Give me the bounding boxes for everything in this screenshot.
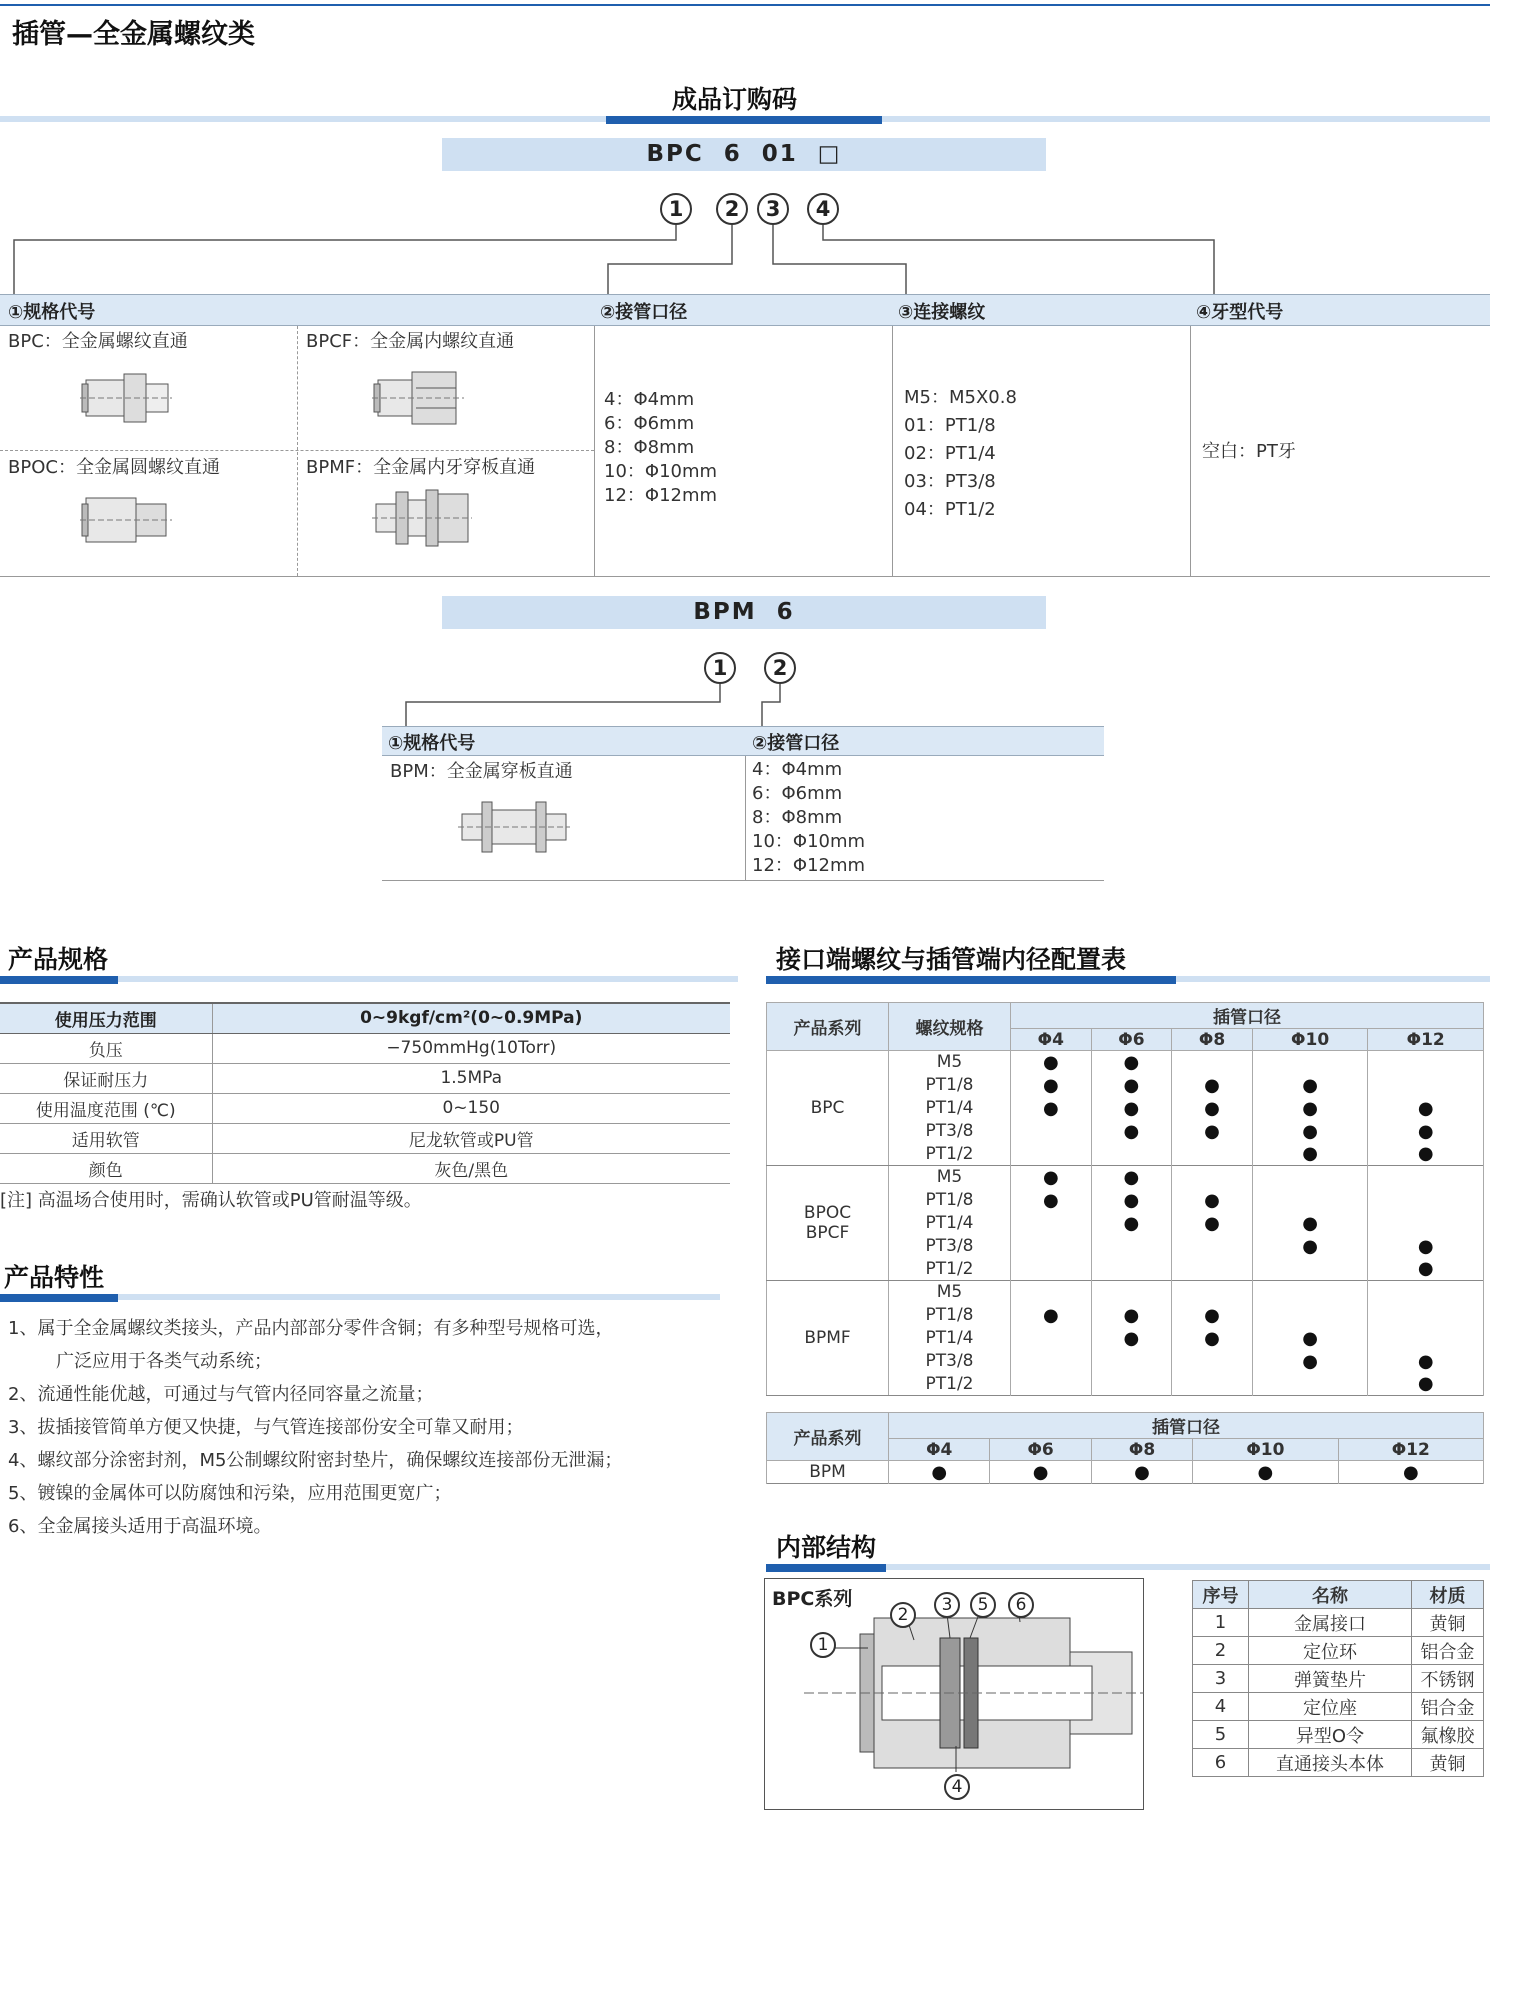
mat-name: 直通接头本体 <box>1249 1749 1412 1777</box>
order-code-bottom-rule <box>0 576 1490 577</box>
table-row <box>1193 1637 1484 1665</box>
series-cell: BPC <box>767 1051 889 1166</box>
dot-cell: ● <box>1252 1235 1368 1258</box>
dot-cell <box>1172 1166 1253 1189</box>
dot-cell: ● <box>1252 1120 1368 1143</box>
type-bpoc: BPOC：全金属圆螺纹直通 <box>8 457 220 478</box>
dot-cell: ● <box>1368 1097 1484 1120</box>
table-row <box>1193 1665 1484 1693</box>
bpm-series-cell: BPM <box>767 1461 889 1484</box>
dot-cell: ● <box>1172 1120 1253 1143</box>
config-table <box>766 1002 1484 1396</box>
dot-cell <box>1091 1350 1172 1373</box>
spec-value: −750mmHg(10Torr) <box>212 1033 730 1063</box>
bpoc-fitting-icon <box>80 490 172 550</box>
list-item: 4、螺纹部分涂密封剂，M5公制螺纹附密封垫片，确保螺纹连接部份无泄漏； <box>8 1450 623 1471</box>
spec-head-label: 使用压力范围 <box>0 1003 212 1033</box>
list-item: 3、拔插接管简单方便又快捷，与气管连接部份安全可靠又耐用； <box>8 1417 524 1438</box>
spec-value: 0~150 <box>212 1093 730 1123</box>
order-code-1: BPC 6 01 □ <box>646 141 842 167</box>
dot-cell <box>1091 1258 1172 1281</box>
dot-cell: ● <box>1252 1327 1368 1350</box>
dot-cell: ● <box>1091 1120 1172 1143</box>
list-item: 广泛应用于各类气动系统； <box>38 1351 272 1372</box>
mat-h-material: 材质 <box>1412 1581 1484 1609</box>
dot-cell: ● <box>1368 1235 1484 1258</box>
dot-cell: ● <box>1091 1212 1172 1235</box>
bpm-fitting-icon <box>458 796 570 858</box>
size-item: 10：Φ10mm <box>604 461 718 482</box>
dot-cell: ● <box>1172 1304 1253 1327</box>
series-cell: BPOC BPCF <box>767 1166 889 1281</box>
thread-cell: PT1/4 <box>889 1212 1011 1235</box>
order-code-box-2 <box>442 596 1046 629</box>
mat-material: 氟橡胶 <box>1412 1721 1484 1749</box>
type-bpcf: BPCF：全金属内螺纹直通 <box>306 331 515 352</box>
order-code-2: BPM 6 <box>693 599 795 625</box>
mat-material: 黄铜 <box>1412 1749 1484 1777</box>
dot-cell: ● <box>1252 1074 1368 1097</box>
dot-cell <box>1368 1051 1484 1074</box>
callout-3: 3 <box>757 193 789 225</box>
cfg-size: Φ10 <box>1252 1029 1368 1051</box>
dot-cell: ● <box>1193 1461 1338 1484</box>
thread-cell: PT1/4 <box>889 1327 1011 1350</box>
table-row <box>1193 1693 1484 1721</box>
size-item: 8：Φ8mm <box>604 437 695 458</box>
config-accent <box>766 976 1176 984</box>
table-row <box>0 1153 730 1183</box>
thread-item: 01：PT1/8 <box>904 415 996 436</box>
dot-cell <box>1172 1281 1253 1304</box>
cfg-h-series: 产品系列 <box>767 1003 889 1051</box>
cfg-size: Φ4 <box>1011 1029 1092 1051</box>
table-row <box>767 1166 1484 1189</box>
dot-cell <box>1368 1327 1484 1350</box>
dot-cell <box>1252 1373 1368 1396</box>
bpm-cfg-size: Φ4 <box>889 1439 990 1461</box>
col-sep-dashed <box>297 326 298 576</box>
tooth-value: 空白：PT牙 <box>1202 441 1296 462</box>
dot-cell: ● <box>1368 1120 1484 1143</box>
header-thread: ③连接螺纹 <box>898 302 986 323</box>
dot-cell: ● <box>990 1461 1091 1484</box>
bpmf-fitting-icon <box>372 486 472 550</box>
dot-cell <box>1172 1143 1253 1166</box>
struct-callout-1: 1 <box>810 1632 836 1658</box>
mat-no: 5 <box>1193 1721 1249 1749</box>
dot-cell: ● <box>1091 1461 1192 1484</box>
dot-cell: ● <box>1338 1461 1483 1484</box>
mat-material: 黄铜 <box>1412 1609 1484 1637</box>
dot-cell: ● <box>1368 1350 1484 1373</box>
dot-cell: ● <box>889 1461 990 1484</box>
dot-cell <box>1368 1189 1484 1212</box>
dot-cell: ● <box>1011 1304 1092 1327</box>
mat-no: 6 <box>1193 1749 1249 1777</box>
dot-cell <box>1252 1051 1368 1074</box>
spec-value: 尼龙软管或PU管 <box>212 1123 730 1153</box>
struct-callout-4: 4 <box>944 1774 970 1800</box>
bpm-config-table <box>766 1412 1484 1484</box>
dot-cell: ● <box>1252 1350 1368 1373</box>
dot-cell <box>1091 1373 1172 1396</box>
table-row <box>1193 1749 1484 1777</box>
dot-cell <box>1011 1258 1092 1281</box>
spec-title: 产品规格 <box>8 945 109 974</box>
dot-cell <box>1252 1258 1368 1281</box>
spec-table <box>0 1002 730 1184</box>
thread-cell: M5 <box>889 1281 1011 1304</box>
spec-label: 使用温度范围 (℃) <box>0 1093 212 1123</box>
bpm-cfg-h-series: 产品系列 <box>767 1413 889 1461</box>
struct-callout-3: 3 <box>934 1592 960 1618</box>
list-item: 2、流通性能优越，可通过与气管内径同容量之流量； <box>8 1384 434 1405</box>
bpm-size-item: 10：Φ10mm <box>752 831 866 852</box>
thread-item: 02：PT1/4 <box>904 443 996 464</box>
bpm-col-sep <box>745 756 746 880</box>
thread-item: 03：PT3/8 <box>904 471 996 492</box>
thread-cell: PT1/2 <box>889 1258 1011 1281</box>
dot-cell <box>1011 1143 1092 1166</box>
row-sep-dashed <box>0 450 594 451</box>
thread-cell: PT1/8 <box>889 1189 1011 1212</box>
dot-cell <box>1011 1235 1092 1258</box>
bpm-cfg-h-tube: 插管口径 <box>889 1413 1484 1439</box>
spec-value: 灰色/黑色 <box>212 1153 730 1183</box>
bpm-size-list <box>752 758 865 878</box>
header-tooth: ④牙型代号 <box>1196 302 1284 323</box>
mat-name: 定位座 <box>1249 1693 1412 1721</box>
dot-cell <box>1172 1051 1253 1074</box>
dot-cell <box>1011 1327 1092 1350</box>
callout-2: 2 <box>716 193 748 225</box>
dot-cell: ● <box>1011 1166 1092 1189</box>
table-row <box>767 1461 1484 1484</box>
dot-cell <box>1252 1304 1368 1327</box>
bpm-header <box>382 726 1104 756</box>
spec-head-value: 0~9kgf/cm²(0~0.9MPa) <box>212 1003 730 1033</box>
dot-cell: ● <box>1368 1373 1484 1396</box>
thread-cell: PT1/4 <box>889 1097 1011 1120</box>
dot-cell <box>1252 1281 1368 1304</box>
dot-cell: ● <box>1091 1304 1172 1327</box>
table-row <box>0 1093 730 1123</box>
dot-cell <box>1011 1120 1092 1143</box>
bpm-callout-1: 1 <box>704 652 736 684</box>
dot-cell: ● <box>1091 1097 1172 1120</box>
thread-cell: PT3/8 <box>889 1350 1011 1373</box>
struct-callout-6: 6 <box>1008 1592 1034 1618</box>
bpcf-fitting-icon <box>372 368 464 428</box>
mat-no: 1 <box>1193 1609 1249 1637</box>
order-code-title: 成品订购码 <box>672 85 798 114</box>
dot-cell <box>1011 1281 1092 1304</box>
mat-no: 4 <box>1193 1693 1249 1721</box>
dot-cell: ● <box>1091 1327 1172 1350</box>
dot-cell <box>1091 1143 1172 1166</box>
struct-callout-5: 5 <box>970 1592 996 1618</box>
header-tube-size: ②接管口径 <box>600 302 688 323</box>
spec-accent <box>0 976 118 984</box>
features-title: 产品特性 <box>4 1263 105 1292</box>
mat-material: 不锈钢 <box>1412 1665 1484 1693</box>
type-bpmf: BPMF：全金属内牙穿板直通 <box>306 457 536 478</box>
bpm-bottom-rule <box>382 880 1104 881</box>
dot-cell: ● <box>1368 1258 1484 1281</box>
page-title: 插管—全金属螺纹类 <box>12 19 255 50</box>
dot-cell <box>1368 1304 1484 1327</box>
features-accent <box>0 1294 118 1302</box>
cfg-h-thread: 螺纹规格 <box>889 1003 1011 1051</box>
dot-cell <box>1368 1212 1484 1235</box>
dot-cell: ● <box>1011 1051 1092 1074</box>
spec-label: 负压 <box>0 1033 212 1063</box>
mat-name: 弹簧垫片 <box>1249 1665 1412 1693</box>
col-sep-1 <box>594 326 595 576</box>
dot-cell <box>1172 1258 1253 1281</box>
spec-label: 保证耐压力 <box>0 1063 212 1093</box>
table-row <box>0 1063 730 1093</box>
thread-cell: PT1/2 <box>889 1143 1011 1166</box>
list-item: 5、镀镍的金属体可以防腐蚀和污染，应用范围更宽广； <box>8 1483 452 1504</box>
table-row <box>1193 1721 1484 1749</box>
thread-cell: PT3/8 <box>889 1235 1011 1258</box>
cfg-size: Φ8 <box>1172 1029 1253 1051</box>
structure-title: 内部结构 <box>776 1533 877 1562</box>
thread-list <box>904 384 1017 524</box>
thread-cell: PT3/8 <box>889 1120 1011 1143</box>
structure-accent <box>766 1564 886 1572</box>
mat-no: 3 <box>1193 1665 1249 1693</box>
bpm-type: BPM：全金属穿板直通 <box>390 761 573 782</box>
config-title: 接口端螺纹与插管端内径配置表 <box>776 945 1127 974</box>
table-row <box>767 1051 1484 1074</box>
bpm-cfg-size: Φ6 <box>990 1439 1091 1461</box>
size-item: 6：Φ6mm <box>604 413 695 434</box>
type-bpc: BPC：全金属螺纹直通 <box>8 331 188 352</box>
dot-cell: ● <box>1091 1189 1172 1212</box>
bpc-fitting-icon <box>80 368 172 428</box>
dot-cell <box>1172 1350 1253 1373</box>
dot-cell: ● <box>1172 1097 1253 1120</box>
spec-value: 1.5MPa <box>212 1063 730 1093</box>
thread-cell: M5 <box>889 1166 1011 1189</box>
mat-name: 定位环 <box>1249 1637 1412 1665</box>
bpm-header-spec: ①规格代号 <box>388 733 476 754</box>
material-table <box>1192 1580 1484 1777</box>
bpm-cfg-size: Φ10 <box>1193 1439 1338 1461</box>
mat-name: 金属接口 <box>1249 1609 1412 1637</box>
order-code-connectors <box>0 0 1516 300</box>
dot-cell <box>1172 1235 1253 1258</box>
dot-cell: ● <box>1011 1189 1092 1212</box>
col-sep-2 <box>892 326 893 576</box>
cfg-size: Φ12 <box>1368 1029 1484 1051</box>
dot-cell: ● <box>1172 1327 1253 1350</box>
callout-1: 1 <box>660 193 692 225</box>
thread-cell: M5 <box>889 1051 1011 1074</box>
size-list <box>604 388 717 508</box>
cfg-h-tube: 插管口径 <box>1011 1003 1484 1029</box>
thread-item: M5：M5X0.8 <box>904 387 1017 408</box>
dot-cell <box>1368 1281 1484 1304</box>
bpm-cfg-size: Φ12 <box>1338 1439 1483 1461</box>
dot-cell: ● <box>1011 1097 1092 1120</box>
spec-label: 适用软管 <box>0 1123 212 1153</box>
dot-cell: ● <box>1091 1166 1172 1189</box>
struct-callout-2: 2 <box>890 1602 916 1628</box>
bpm-size-item: 6：Φ6mm <box>752 783 843 804</box>
thread-cell: PT1/8 <box>889 1074 1011 1097</box>
dot-cell: ● <box>1368 1143 1484 1166</box>
dot-cell: ● <box>1091 1051 1172 1074</box>
dot-cell <box>1172 1373 1253 1396</box>
bpm-size-item: 12：Φ12mm <box>752 855 866 876</box>
bpm-size-item: 4：Φ4mm <box>752 759 843 780</box>
structure-label: BPC系列 <box>772 1588 853 1610</box>
spec-label: 颜色 <box>0 1153 212 1183</box>
thread-item: 04：PT1/2 <box>904 499 996 520</box>
list-item: 1、属于全金属螺纹类接头，产品内部部分零件含铜；有多种型号规格可选， <box>8 1318 614 1339</box>
dot-cell <box>1252 1189 1368 1212</box>
dot-cell <box>1252 1166 1368 1189</box>
bpm-header-size: ②接管口径 <box>752 733 840 754</box>
series-cell: BPMF <box>767 1281 889 1396</box>
mat-material: 铝合金 <box>1412 1637 1484 1665</box>
dot-cell: ● <box>1091 1074 1172 1097</box>
table-row <box>767 1281 1484 1304</box>
bpm-connectors <box>0 680 1516 730</box>
table-row <box>0 1123 730 1153</box>
thread-cell: PT1/8 <box>889 1304 1011 1327</box>
callout-4: 4 <box>807 193 839 225</box>
dot-cell: ● <box>1011 1074 1092 1097</box>
dot-cell <box>1011 1350 1092 1373</box>
dot-cell <box>1011 1373 1092 1396</box>
bpm-size-item: 8：Φ8mm <box>752 807 843 828</box>
dot-cell: ● <box>1172 1189 1253 1212</box>
table-row <box>0 1033 730 1063</box>
header-spec-code: ①规格代号 <box>8 302 96 323</box>
table-row <box>1193 1609 1484 1637</box>
dot-cell <box>1091 1235 1172 1258</box>
mat-h-no: 序号 <box>1193 1581 1249 1609</box>
cfg-size: Φ6 <box>1091 1029 1172 1051</box>
dot-cell: ● <box>1252 1097 1368 1120</box>
dot-cell <box>1368 1166 1484 1189</box>
mat-no: 2 <box>1193 1637 1249 1665</box>
dot-cell: ● <box>1252 1143 1368 1166</box>
thread-cell: PT1/2 <box>889 1373 1011 1396</box>
feature-list <box>8 1312 622 1543</box>
mat-name: 异型O令 <box>1249 1721 1412 1749</box>
col-sep-3 <box>1190 326 1191 576</box>
bpm-callout-2: 2 <box>764 652 796 684</box>
dot-cell: ● <box>1252 1212 1368 1235</box>
dot-cell <box>1091 1281 1172 1304</box>
spec-note: [注] 高温场合使用时，需确认软管或PU管耐温等级。 <box>0 1190 422 1211</box>
bpm-cfg-size: Φ8 <box>1091 1439 1192 1461</box>
size-item: 12：Φ12mm <box>604 485 718 506</box>
dot-cell: ● <box>1172 1074 1253 1097</box>
size-item: 4：Φ4mm <box>604 389 695 410</box>
dot-cell <box>1368 1074 1484 1097</box>
list-item: 6、全金属接头适用于高温环境。 <box>8 1516 272 1537</box>
mat-material: 铝合金 <box>1412 1693 1484 1721</box>
mat-h-name: 名称 <box>1249 1581 1412 1609</box>
dot-cell: ● <box>1172 1212 1253 1235</box>
dot-cell <box>1011 1212 1092 1235</box>
